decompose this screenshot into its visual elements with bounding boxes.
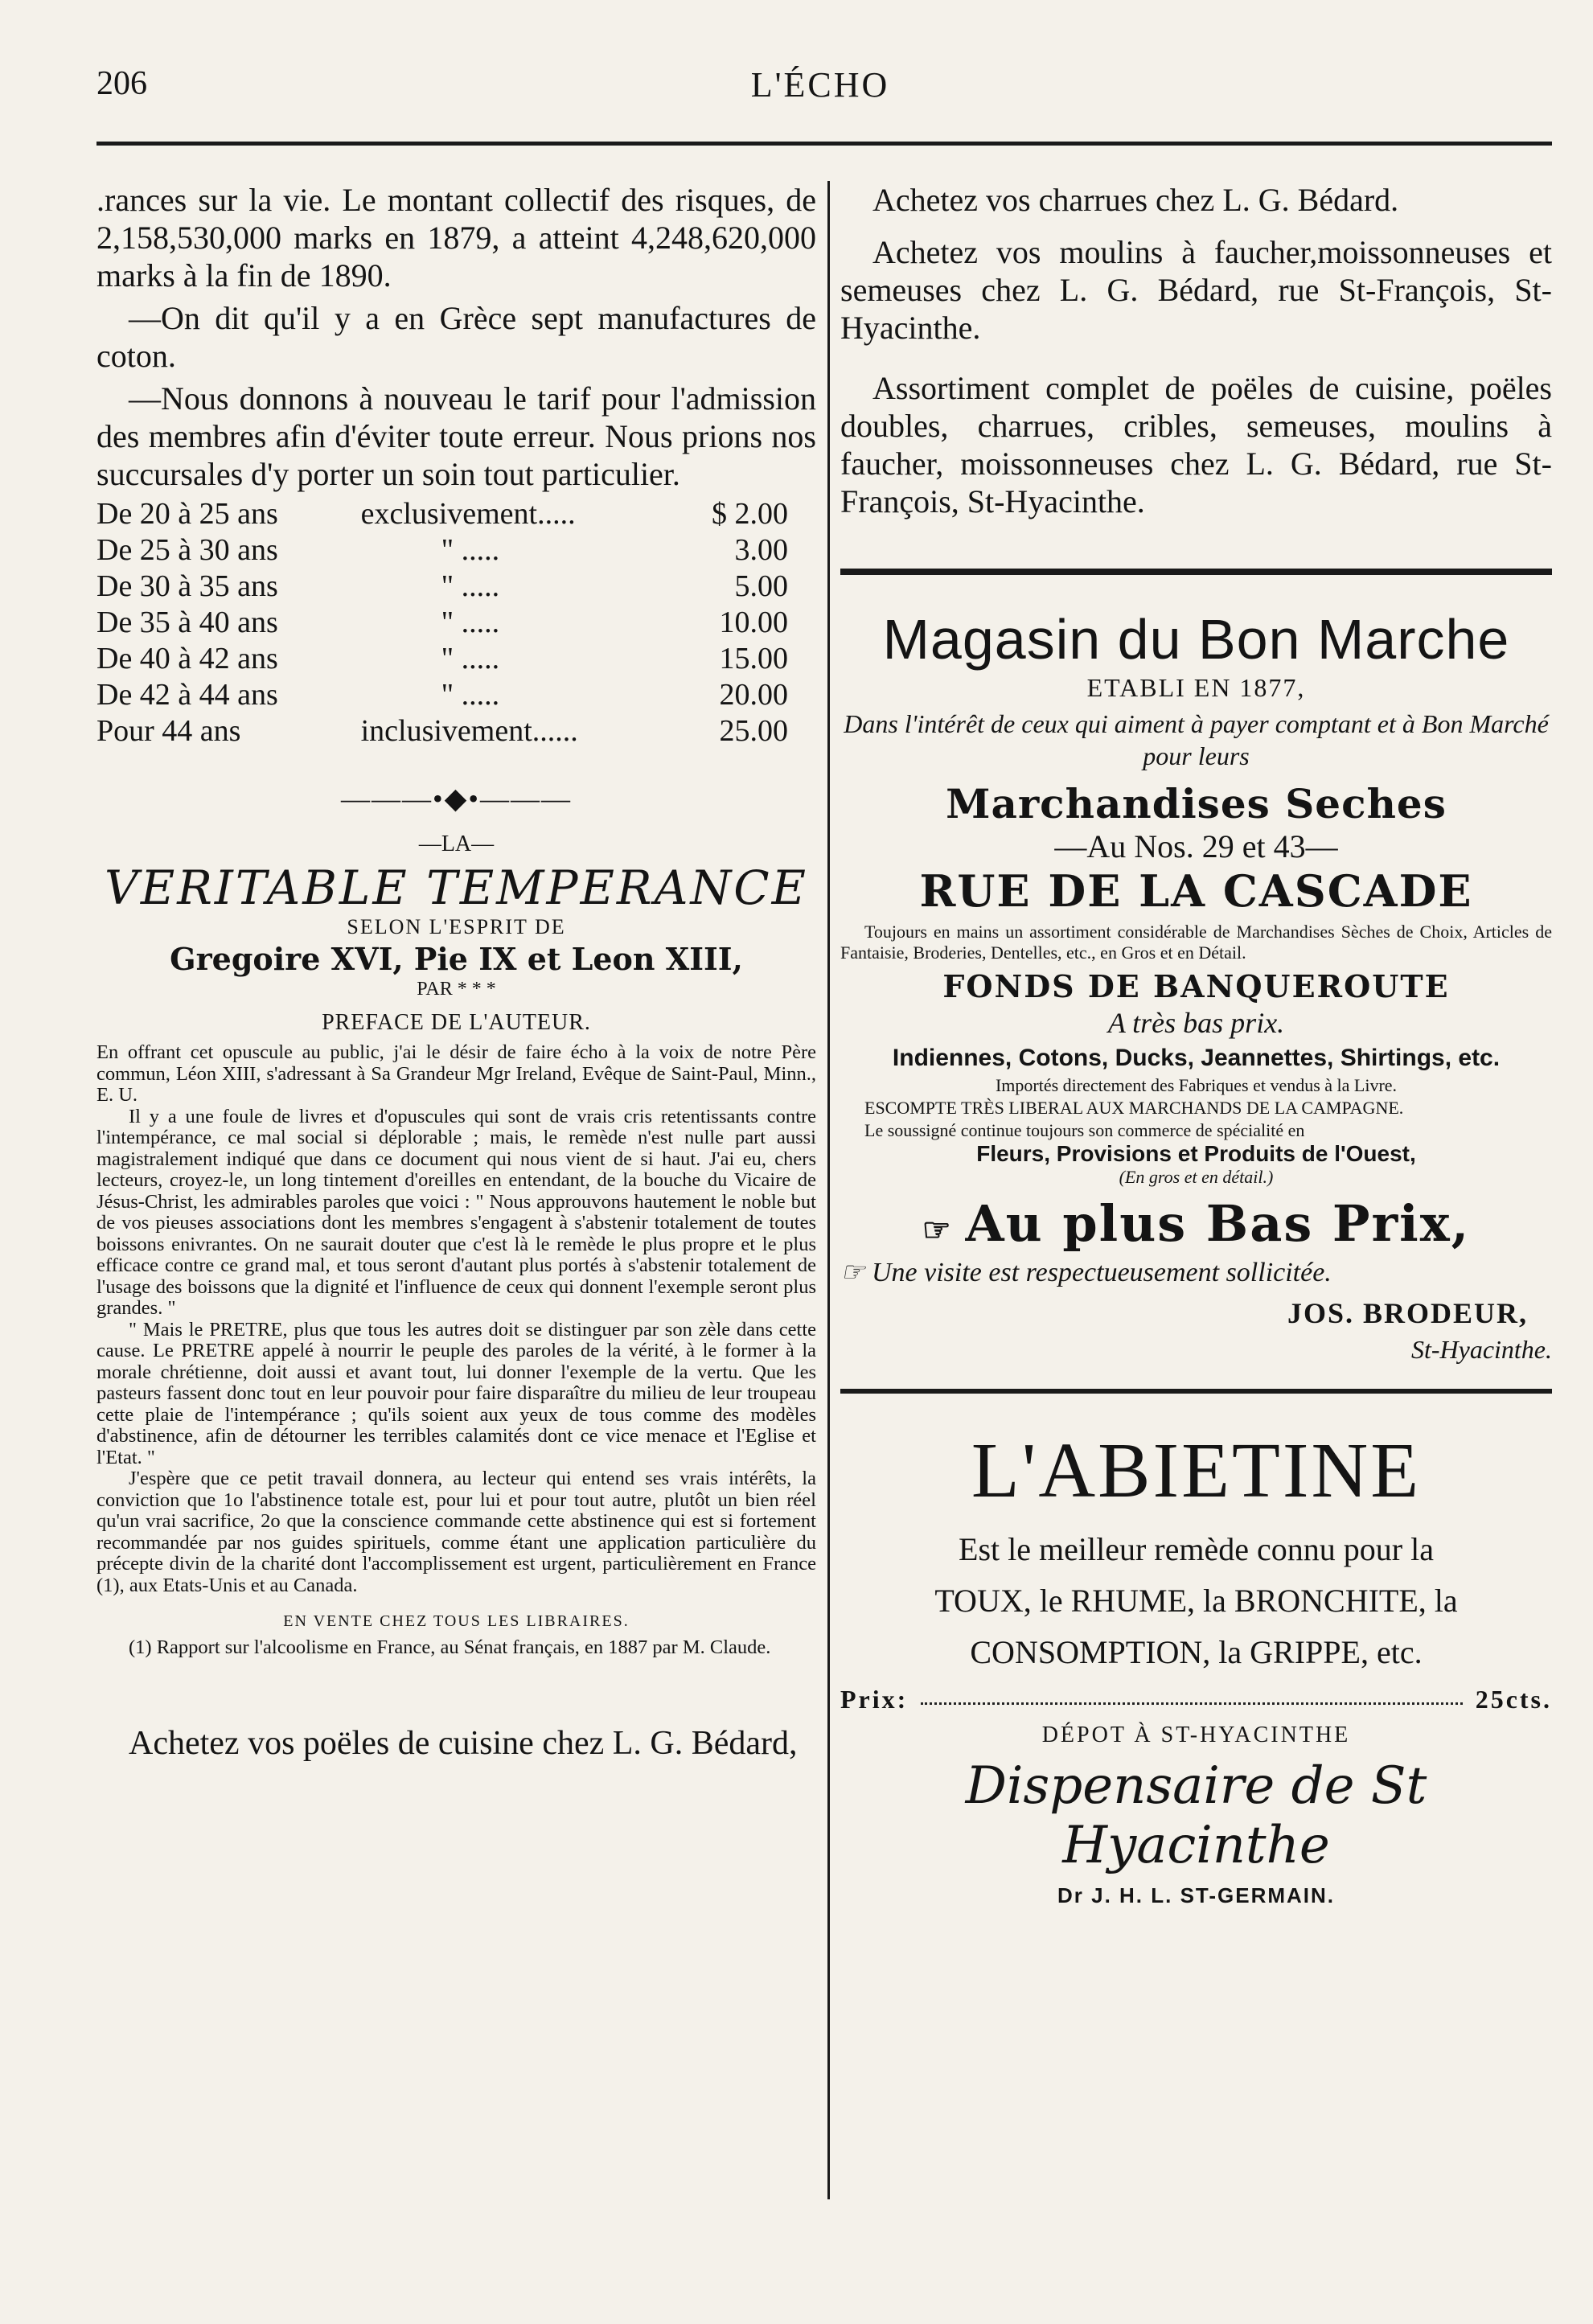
advert-bedard-poeles: Achetez vos poëles de cuisine chez L. G. Bédard, <box>129 1724 798 1762</box>
rates-note: exclusivement..... <box>360 497 576 531</box>
page-header <box>96 56 1544 113</box>
right-column <box>840 181 1552 1908</box>
price-leader <box>921 1685 1462 1705</box>
advert-text: Toujours en mains un assortiment considérable de Marchandises Sèches de Choix, Articles de Fantaisie, Broderies, Dentelles, etc., en Gros et en Détail. <box>840 922 1552 963</box>
header-rule <box>96 142 1552 146</box>
section-popes: Gregoire XVI, Pie IX et Leon XIII, <box>170 941 743 977</box>
article-text: —On dit qu'il y a en Grèce sept manufactures de coton. <box>96 300 816 374</box>
rates-note: " ..... <box>441 642 500 675</box>
preface-text: " Mais le PRETRE, plus que tous les autres doit se distinguer par son zèle dans cette cause. Le PRETRE appelé à nourrir le peuple des paroles de la vérité, à le former à la morale chrétienne, doit aussi et avant tout, lui donner l'exemple de la vertu. Que les pasteurs fassent donc tout en leur pouvoir pour faire disparaître du milieu de leur troupeau cette plaie de l'intempérance ; qu'ils soient aux yeux de tous comme des modèles d'abstinence, afin de détourner les terribles calamités dont ce vice menace et l'Eglise et l'Etat. " <box>96 1318 816 1468</box>
advert-bon-marche <box>840 607 1552 1365</box>
article-text: .rances sur la vie. Le montant collectif des risques, de 2,158,530,000 marks en 1879, a atteint 4,248,620,000 marks à la fin de 1890. <box>96 182 816 294</box>
advert-street: RUE DE LA CASCADE <box>919 865 1473 917</box>
advert-town: St-Hyacinthe. <box>1410 1335 1552 1364</box>
ornament-divider: ———•◆•——— <box>341 782 572 815</box>
price-value: 25cts. <box>1475 1685 1552 1714</box>
ad-rule <box>840 569 1552 575</box>
rates-price: 20.00 <box>719 678 788 712</box>
rates-note: " ..... <box>441 569 500 603</box>
column-divider <box>827 181 830 2199</box>
rates-row <box>96 569 788 605</box>
journal-title: L'ÉCHO <box>750 65 890 105</box>
advert-ailments: TOUX, le RHUME, la BRONCHITE, la <box>934 1583 1458 1619</box>
rates-price: $ 2.00 <box>712 497 788 531</box>
advert-visit-text: Une visite est respectueusement sollicitée. <box>871 1258 1332 1287</box>
advert-address-number: —Au Nos. 29 et 43— <box>1054 828 1338 864</box>
advert-discount: ESCOMPTE TRÈS LIBERAL AUX MARCHANDS DE LA CAMPAGNE. <box>864 1098 1404 1118</box>
advert-low-price <box>840 1194 1552 1253</box>
rates-row <box>96 532 788 569</box>
rates-age: De 25 à 30 ans <box>96 533 278 567</box>
rates-age: Pour 44 ans <box>96 714 241 748</box>
rates-row <box>96 713 788 749</box>
advert-low-price-text: Au plus Bas Prix, <box>965 1194 1471 1253</box>
advert-merchant-name: JOS. BRODEUR, <box>1287 1297 1528 1329</box>
advert-title: L'ABIETINE <box>971 1427 1422 1514</box>
rates-age: De 42 à 44 ans <box>96 678 278 712</box>
advert-merchandise: Marchandises Seches <box>946 780 1447 827</box>
rates-age: De 20 à 25 ans <box>96 497 278 531</box>
advert-depot: DÉPOT À ST-HYACINTHE <box>1041 1722 1351 1747</box>
advert-wholesale: (En gros et en détail.) <box>1119 1167 1274 1187</box>
preface-text: En offrant cet opuscule au public, j'ai le désir de faire écho à la voix de notre Père commun, Léon XIII, s'adressant à Sa Grandeur Mgr Ireland, Evêque de Saint-Paul, Minn., E. U. <box>96 1041 816 1106</box>
pointing-hand-icon: ☞ <box>840 1258 872 1287</box>
price-label: Prix: <box>840 1685 909 1714</box>
rates-price: 15.00 <box>719 642 788 675</box>
rates-age: De 35 à 40 ans <box>96 606 278 639</box>
rates-note: inclusivement...... <box>360 714 578 748</box>
advert-fonds: FONDS DE BANQUEROUTE <box>942 968 1450 1004</box>
advert-title: Magasin du Bon Marche <box>882 608 1510 671</box>
advert-bedard-charrues: Achetez vos charrues chez L. G. Bédard. <box>872 182 1399 218</box>
footnote: (1) Rapport sur l'alcoolisme en France, au Sénat français, en 1887 par M. Claude. <box>129 1636 771 1658</box>
ad-rule <box>840 1389 1552 1394</box>
section-title: VERITABLE TEMPERANCE <box>105 860 808 915</box>
advert-visit <box>840 1256 1552 1288</box>
advert-prices: A très bas prix. <box>1107 1007 1285 1039</box>
rates-table <box>96 496 788 749</box>
preface-text: J'espère que ce petit travail donnera, au lecteur qui entend ses vrais intérêts, la conviction que 1o l'abstinence totale est, pour lui et pour tout autre, plutôt un bien réel qu'un vrai sacrifice, 2o que la conscience commande cette abstinence qui est si fortement recommandée par nos guides spirituels, comme étant une application particulière du précepte divin de la charité dont l'accomplissement est urgent, particulièrement en France (1), aux Etats-Unis et au Canada. <box>96 1468 816 1596</box>
advert-claim: Est le meilleur remède connu pour la <box>959 1531 1434 1567</box>
section-author: PAR * * * <box>417 979 496 1000</box>
advert-abietine <box>840 1426 1552 1908</box>
preface-text: Il y a une foule de livres et d'opuscules qui sont de vrais cris retentissants contre l'intempérance, ce mal social si déplorable ; mais, le remède n'est nulle part aussi magistralement indiqué que dans ce document qui nous vient de si haut. J'ai eu, chers lecteurs, croyez-le, un long tintement d'oreilles en entendant, de la bouche du Vicaire de Jésus-Christ, les admirables paroles que voici : " Nous approuvons hautement le noble but de vos pieuses associations dont les membres s'engagent à s'abstenir totalement de toutes boissons enivrantes. On ne saurait douter que c'est là le remède le plus propre et le plus efficace contre ce grand mal, et tous seront d'autant plus portés à s'abstenir totalement de l'usage des boissons que la dignité et l'influence de ceux qui donnent l'exemple seront plus grandes. " <box>96 1105 816 1319</box>
left-column <box>96 181 816 1797</box>
advert-dispensary: Dispensaire de St Hyacinthe <box>965 1756 1427 1875</box>
rates-row <box>96 641 788 677</box>
advert-bedard-moulins: Achetez vos moulins à faucher,moissonneuses et semeuses chez L. G. Bédard, rue St-François, St-Hyacinthe. <box>840 234 1552 346</box>
advert-text: Le soussigné continue toujours son commerce de spécialité en <box>864 1120 1305 1140</box>
advert-price-line <box>840 1685 1552 1714</box>
rates-age: De 40 à 42 ans <box>96 642 278 675</box>
rates-note: " ..... <box>441 533 500 567</box>
rates-note: " ..... <box>441 678 500 712</box>
advert-bedard-assortiment: Assortiment complet de poëles de cuisine, poëles doubles, charrues, cribles, semeuses, moulins à faucher, moissonneuses chez L. G. Bédard, rue St-François, St-Hyacinthe. <box>840 370 1552 519</box>
rates-price: 25.00 <box>719 714 788 748</box>
rates-row <box>96 605 788 641</box>
rates-age: De 30 à 35 ans <box>96 569 278 603</box>
advert-established: ETABLI EN 1877, <box>1086 673 1306 702</box>
preface-heading: PREFACE DE L'AUTEUR. <box>322 1010 591 1035</box>
advert-tagline: Dans l'intérêt de ceux qui aiment à payer comptant et à Bon Marché pour leurs <box>844 709 1549 770</box>
rates-row <box>96 496 788 532</box>
rates-row <box>96 677 788 713</box>
section-kicker: —LA— <box>418 831 495 856</box>
advert-text: Importés directement des Fabriques et vendus à la Livre. <box>995 1075 1398 1095</box>
vente-notice: EN VENTE CHEZ TOUS LES LIBRAIRES. <box>283 1612 630 1630</box>
page-number: 206 <box>96 65 147 102</box>
pointing-hand-icon: ☞ <box>922 1211 966 1249</box>
rates-price: 3.00 <box>734 533 788 567</box>
rates-price: 10.00 <box>719 606 788 639</box>
advert-ailments: CONSOMPTION, la GRIPPE, etc. <box>970 1634 1423 1670</box>
section-subtitle: SELON L'ESPRIT DE <box>347 915 566 938</box>
advert-goods: Indiennes, Cotons, Ducks, Jeannettes, Shirtings, etc. <box>892 1045 1501 1071</box>
rates-note: " ..... <box>441 606 500 639</box>
rates-price: 5.00 <box>734 569 788 603</box>
advert-products: Fleurs, Provisions et Produits de l'Ouest, <box>976 1141 1416 1166</box>
article-text: —Nous donnons à nouveau le tarif pour l'admission des membres afin d'éviter toute erreur. Nous prions nos succursales d'y porter un soin tout particulier. <box>96 380 816 492</box>
advert-doctor: Dr J. H. L. ST-GERMAIN. <box>1057 1883 1336 1907</box>
